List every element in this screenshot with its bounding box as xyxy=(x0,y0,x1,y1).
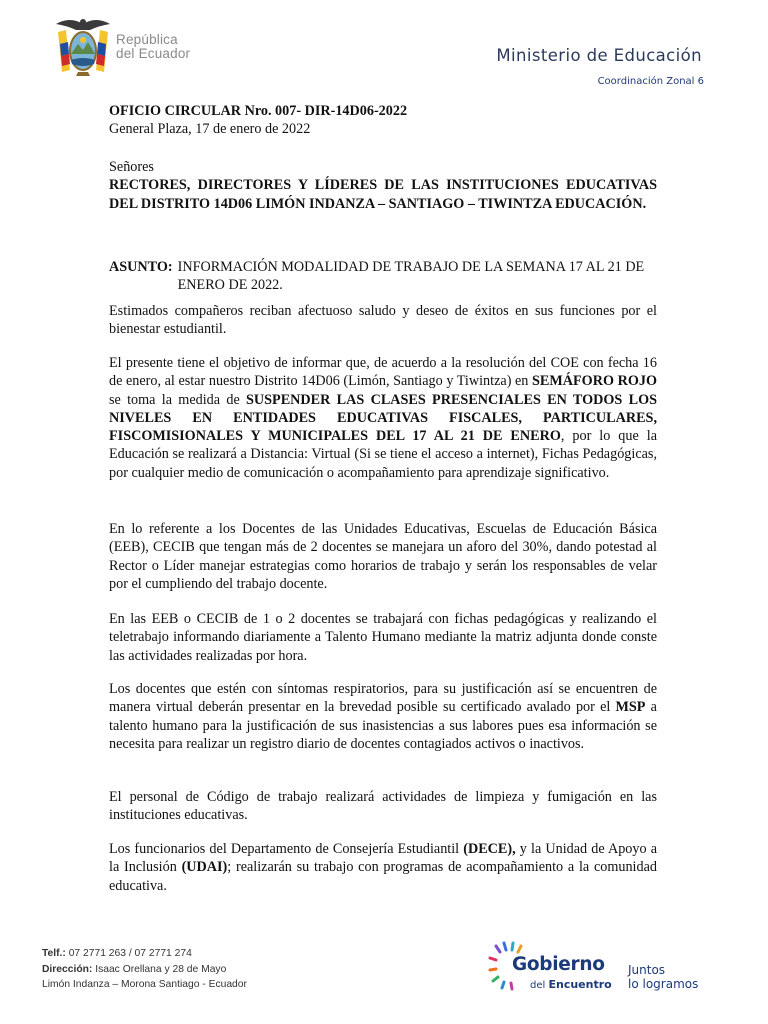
recipients: RECTORES, DIRECTORES Y LÍDERES DE LAS INSTITUCIONES EDUCATIVAS DEL DISTRITO 14D06 LIMÓN INDANZA – SANTIAGO – TIWINTZA EDUCACIÓN. xyxy=(109,177,657,212)
government-logo xyxy=(488,938,718,998)
footer-contact xyxy=(42,946,247,993)
red-light-emphasis: SEMÁFORO ROJO xyxy=(532,373,657,390)
place-date: General Plaza, 17 de enero de 2022 xyxy=(109,121,311,138)
republic-name xyxy=(116,33,190,61)
oficio-number: OFICIO CIRCULAR Nro. 007- DIR-14D06-2022 xyxy=(109,103,408,119)
udai-emphasis: (UDAI) xyxy=(181,859,228,876)
text-run: a talento humano para la justificación de sus inasistencias a sus labores pues esa información se necesita para realizar un registro diario de docentes contagiados activos o inactivos. xyxy=(109,699,657,752)
paragraph-text: Estimados compañeros reciban afectuoso saludo y deseo de éxitos en sus funciones por el bienestar estudiantil. xyxy=(109,303,657,338)
dece-emphasis: (DECE), xyxy=(463,841,516,857)
subject-label: ASUNTO: xyxy=(109,259,173,275)
gov-sub-small: del xyxy=(530,980,546,991)
suspension-emphasis: SUSPENDER LAS CLASES PRESENCIALES EN TODOS LOS NIVELES EN ENTIDADES EDUCATIVAS FISCALES, PARTICULARES, FISCOMISIONALES Y MUNICIPALES DEL 17 AL 21 DE ENERO xyxy=(109,391,657,445)
paragraph-dece-udai xyxy=(109,840,657,895)
paragraph-text xyxy=(109,840,657,895)
paragraph-symptoms xyxy=(109,680,657,753)
subject-text: INFORMACIÓN MODALIDAD DE TRABAJO DE LA SEMANA 17 AL 21 DE ENERO DE 2022. xyxy=(177,259,645,294)
text-run: se toma la medida de xyxy=(109,391,247,408)
oficio-block xyxy=(109,102,657,139)
recipients-block xyxy=(109,158,657,213)
salutation: Señores xyxy=(109,159,154,175)
footer-phone xyxy=(42,946,247,962)
paragraph-text: El personal de Código de trabajo realizará actividades de limpieza y fumigación en las instituciones educativas. xyxy=(109,789,657,824)
phone-value: 07 2771 263 / 07 2771 274 xyxy=(65,948,192,959)
subject-block xyxy=(109,258,657,295)
paragraph-resolution xyxy=(109,354,657,482)
slogan-line-1: Juntos xyxy=(628,963,666,977)
paragraph-text: En lo referente a los Docentes de las Unidades Educativas, Escuelas de Educación Básica (EEB), CECIB que tengan más de 2 docentes se manejara un aforo del 30%, dando potestad al Rector o Líder manejar estrategias como horarios de trabajo y serán los responsables de velar por el cumpliendo del trabajo docente. xyxy=(109,521,657,592)
coat-of-arms-icon xyxy=(52,14,114,80)
slogan-line-2: lo logramos xyxy=(628,977,699,991)
paragraph-text xyxy=(109,354,657,482)
footer-address xyxy=(42,962,247,978)
text-run: Los docentes que estén con síntomas respiratorios, para su justificación así se encuentren de manera virtual deberán presentar en la brevedad posible su certificado avalado por el xyxy=(109,681,657,716)
gov-logo-subtitle xyxy=(530,978,612,991)
republic-line-1: República xyxy=(116,32,178,47)
phone-label: Telf.: xyxy=(42,948,66,959)
text-run: , por lo que la Educación se realizará a Distancia: Virtual (Si se tiene el acceso a internet), Fichas Pedagógicas, por cualquier medio de comunicación o acompañamiento para aprendizaje significativo. xyxy=(109,428,657,481)
paragraph-cleaning xyxy=(109,788,657,825)
paragraph-greeting xyxy=(109,302,657,339)
text-run: Los funcionarios del Departamento de Consejería Estudiantil xyxy=(109,841,464,857)
slogan xyxy=(628,963,698,991)
republic-logo xyxy=(52,14,190,80)
paragraph-text: En las EEB o CECIB de 1 o 2 docentes se trabajará con fichas pedagógicas y realizando el teletrabajo informando diariamente a Talento Humano mediante la matriz adjunta donde conste las actividades realizadas por hora. xyxy=(109,611,657,664)
paragraph-teachers xyxy=(109,520,657,593)
address-value: Isaac Orellana y 28 de Mayo xyxy=(92,963,227,975)
msp-emphasis: MSP xyxy=(615,699,646,716)
gov-logo-title: Gobierno xyxy=(512,954,605,975)
paragraph-small-schools xyxy=(109,610,657,665)
coordination-name: Coordinación Zonal 6 xyxy=(597,76,704,87)
paragraph-text xyxy=(109,680,657,753)
footer-city: Limón Indanza – Morona Santiago - Ecuador xyxy=(42,979,247,990)
republic-line-2: del Ecuador xyxy=(116,46,191,61)
text-run: y la Unidad de Apoyo a la Inclusión xyxy=(109,841,657,876)
text-run: ; realizarán su trabajo con programas de acompañamiento a la comunidad educativa. xyxy=(109,859,657,894)
ministry-name: Ministerio de Educación xyxy=(496,46,702,65)
address-label: Dirección: xyxy=(42,963,93,975)
text-run: El presente tiene el objetivo de informar que, de acuerdo a la resolución del COE con fecha 16 de enero, al estar nuestro Distrito 14D06 (Limón, Santiago y Tiwintza) en xyxy=(109,355,657,390)
gov-sub-bold: Encuentro xyxy=(548,978,612,991)
